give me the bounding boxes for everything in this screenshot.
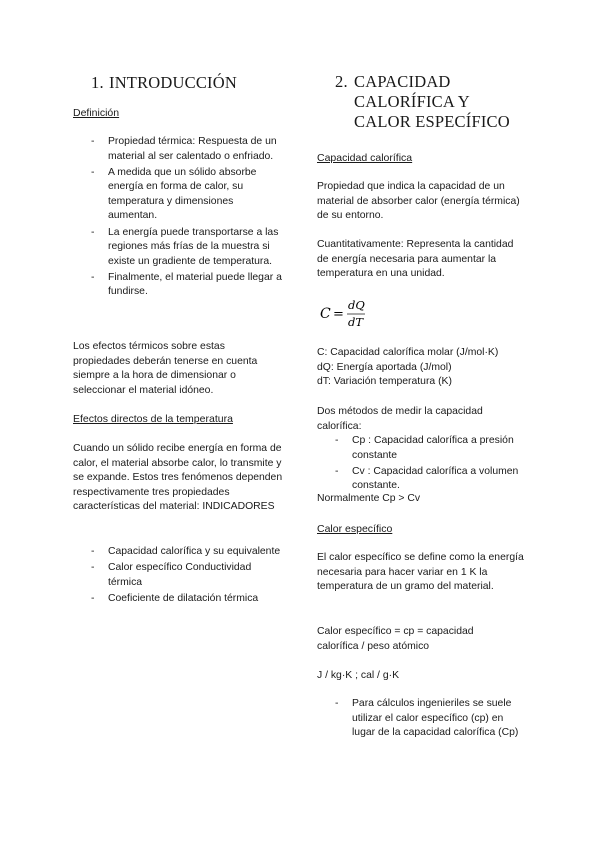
- list-item: - Coeficiente de dilatación térmica: [73, 592, 283, 607]
- formula-numerator: dQ: [348, 298, 365, 312]
- list-item: - Propiedad térmica: Respuesta de un material al ser calentado o enfriado.: [73, 135, 283, 164]
- metodos-paragraph: Dos métodos de medir la capacidad calorífica:: [317, 406, 483, 432]
- section-2-title-line-3: CALOR ESPECÍFICO: [354, 112, 510, 131]
- section-2-heading: [335, 72, 535, 132]
- list-item: - Cp : Capacidad calorífica a presión constante: [317, 434, 529, 463]
- definition-line: dT: Variación temperatura (K): [317, 376, 452, 388]
- section-1-title: INTRODUCCIÓN: [109, 73, 237, 92]
- directos-subheading: Efectos directos de la temperatura: [73, 413, 233, 425]
- list-item: - Capacidad calorífica y su equivalente: [73, 545, 283, 560]
- list-item: - A medida que un sólido absorbe energía en forma de calor, su temperatura y dimensiones aumentan.: [73, 166, 283, 224]
- normalmente-text: Normalmente Cp > Cv: [317, 493, 421, 504]
- list-item: - Finalmente, el material puede llegar a fundirse.: [73, 271, 283, 300]
- list-item: - Calor específico Conductividad térmica: [73, 561, 283, 590]
- list-item: - La energía puede transportarse a las regiones más frías de la muestra si existe un gradiente de temperatura.: [73, 226, 283, 270]
- definicion-subheading: Definición: [73, 107, 120, 119]
- definicion-list: [73, 135, 283, 302]
- section-2-title-line-1: CAPACIDAD: [354, 72, 451, 91]
- cp-formula-text: Calor específico = cp = capacidad calorífica / peso atómico: [317, 626, 474, 652]
- definition-line: dQ: Energía aportada (J/mol): [317, 361, 452, 373]
- list-item: - Para cálculos ingenieriles se suele utilizar el calor específico (cp) en lugar de la capacidad calorífica (Cp): [317, 697, 527, 741]
- ingenieriles-list: [317, 697, 527, 742]
- efectos-paragraph: Los efectos térmicos sobre estas propiedades deberán tenerse en cuenta siempre a la hora de dimensionar o seleccionar el material idóneo.: [73, 341, 258, 396]
- especifico-paragraph: El calor específico se define como la energía necesaria para hacer variar en 1 K la temperatura de un gramo del material.: [317, 552, 524, 593]
- capacidad-paragraph: Propiedad que indica la capacidad de un material de absorber calor (energía térmica) de su entorno.: [317, 181, 520, 222]
- formula-denominator: dT: [348, 315, 364, 329]
- section-1-number: 1.: [91, 73, 104, 92]
- metodos-list: [317, 434, 529, 495]
- indicadores-list: [73, 545, 283, 608]
- capacidad-subheading: Capacidad calorífica: [317, 152, 413, 164]
- directos-paragraph: Cuando un sólido recibe energía en forma de calor, el material absorbe calor, lo transmite y se expande. Estos tres fenómenos dependen respectivamente tres propiedades características del material: INDICADORES: [73, 443, 283, 513]
- formula-lhs: C: [320, 306, 331, 322]
- list-item: - Cv : Capacidad calorífica a volumen constante.: [317, 465, 529, 494]
- definition-line: C: Capacidad calorífica molar (J/mol·K): [317, 347, 499, 358]
- formula-equals: =: [333, 307, 344, 322]
- variable-definitions: [317, 346, 527, 390]
- section-2-number: 2.: [335, 72, 348, 91]
- section-1-heading: [91, 73, 237, 93]
- cuantitativamente-paragraph: Cuantitativamente: Representa la cantidad de energía necesaria para aumentar la temperatura en una unidad.: [317, 239, 514, 280]
- capacity-formula: [319, 296, 379, 337]
- especifico-subheading: Calor específico: [317, 523, 393, 535]
- units-text: J / kg·K ; cal / g·K: [317, 670, 399, 681]
- section-2-title-line-2: CALORÍFICA Y: [354, 92, 470, 111]
